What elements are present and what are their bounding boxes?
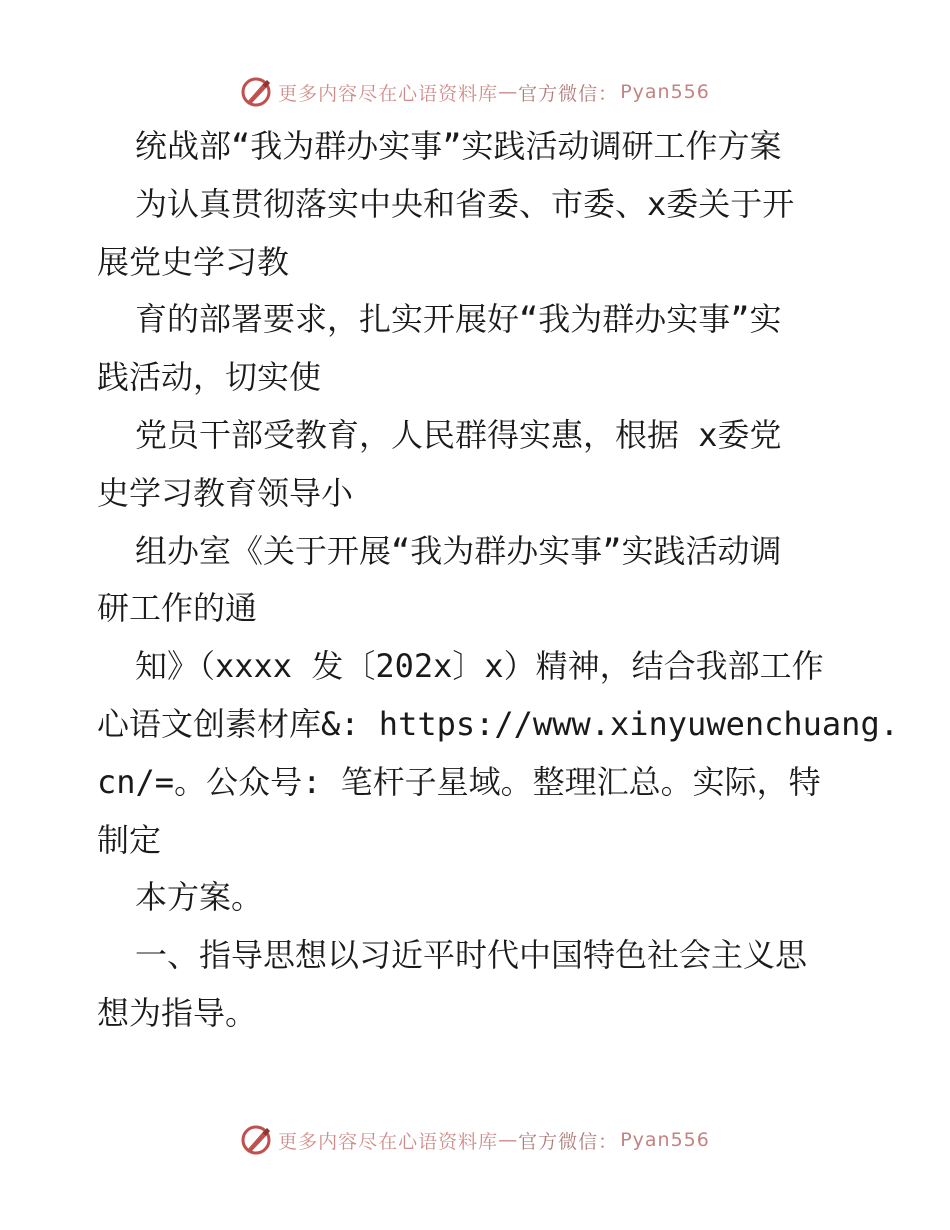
banner-wechat-label: 官方微信：	[518, 1130, 619, 1153]
text-line: 知》（xxxx 发〔202x〕x）精神，结合我部工作	[135, 647, 824, 686]
text-line: 践活动，切实使	[97, 358, 322, 397]
banner-dash: —	[498, 81, 519, 103]
banner-wechat-id: Pyan556	[620, 1129, 710, 1151]
footer-banner	[0, 1120, 950, 1160]
text-line: 史学习教育领导小	[97, 473, 354, 512]
text-line: 育的部署要求，扎实开展好“我为群办实事”实	[135, 300, 782, 339]
text-line: 制定	[97, 820, 162, 859]
banner-wechat-id: Pyan556	[620, 81, 710, 103]
pen-logo-icon	[240, 1123, 274, 1157]
banner-dash: —	[498, 1129, 519, 1151]
document-title: 统战部“我为群办实事”实践活动调研工作方案	[135, 127, 782, 165]
text-line: 心语文创素材库&: https://www.xinyuwenchuang.	[97, 704, 899, 743]
section-heading-line: 一、指导思想以习近平时代中国特色社会主义思	[135, 936, 808, 975]
banner-site-text: 更多内容尽在心语资料库	[278, 1130, 499, 1153]
pen-logo-icon	[240, 75, 274, 109]
header-banner	[0, 72, 950, 112]
text-line: 为认真贯彻落实中央和省委、市委、x委关于开	[135, 184, 795, 223]
text-line: 展党史学习教	[97, 242, 290, 281]
text-line: 研工作的通	[97, 589, 258, 628]
text-line: 组办室《关于开展“我为群办实事”实践活动调	[135, 531, 782, 570]
text-line: 党员干部受教育，人民群得实惠，根据 x委党	[135, 415, 782, 454]
text-line: 想为指导。	[97, 993, 258, 1032]
banner-wechat-label: 官方微信：	[518, 82, 619, 105]
banner-site-text: 更多内容尽在心语资料库	[278, 82, 499, 105]
document-body	[97, 118, 899, 1043]
text-line: cn/=。公众号: 笔杆子星域。整理汇总。实际，特	[97, 762, 821, 801]
text-line: 本方案。	[135, 878, 264, 917]
